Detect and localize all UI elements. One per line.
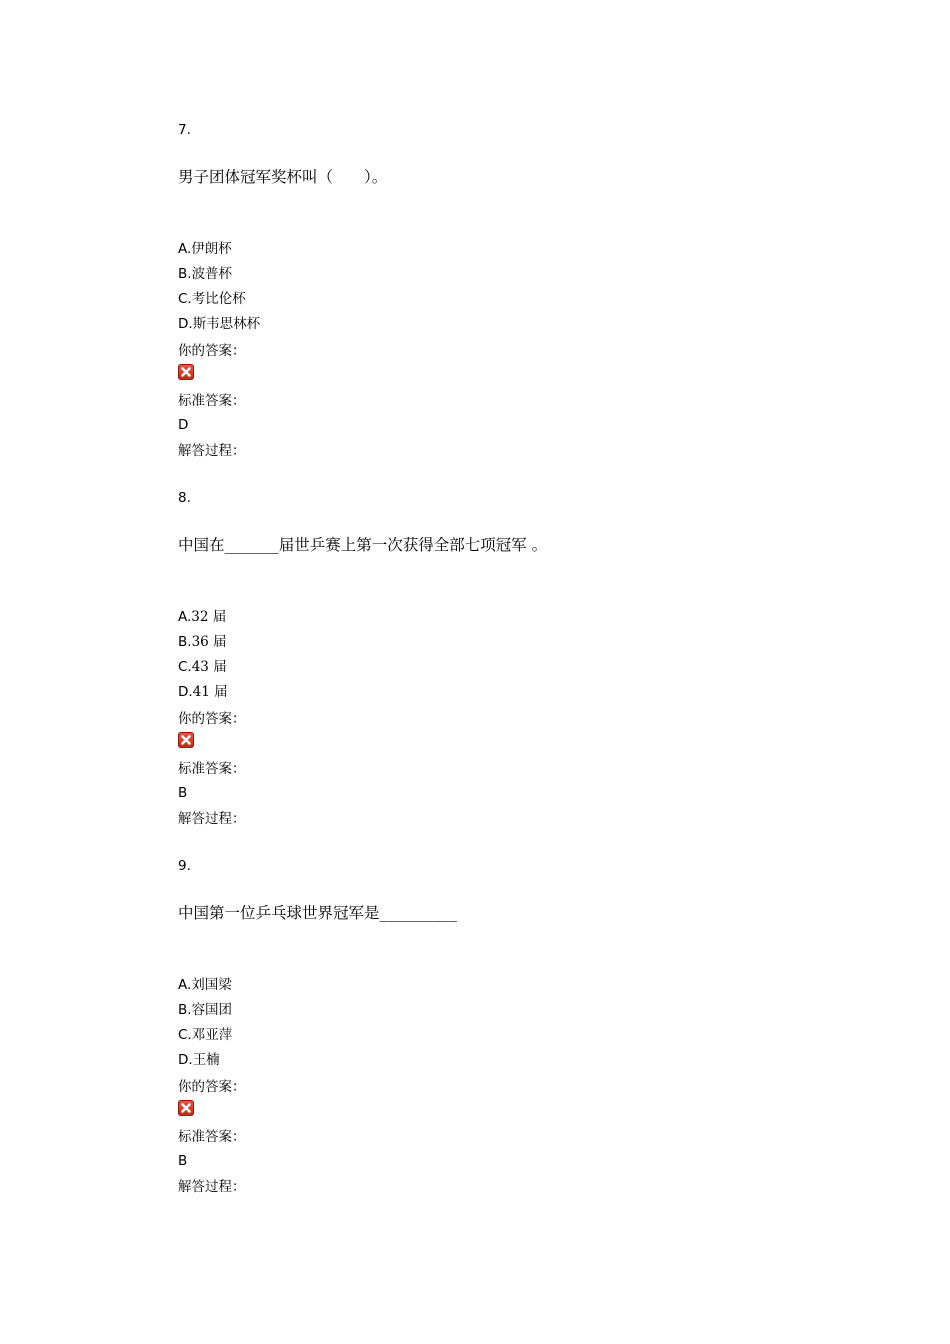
option-d: D.斯韦思林杯	[178, 316, 261, 332]
question-number: 8.	[178, 490, 191, 506]
option-b: B.36 届	[178, 634, 227, 650]
option-b: B.波普杯	[178, 266, 233, 282]
wrong-x-icon	[178, 364, 194, 380]
wrong-x-icon	[178, 1100, 194, 1116]
wrong-x-icon	[178, 732, 194, 748]
option-c: C.43 届	[178, 659, 227, 675]
question-number: 7.	[178, 122, 191, 138]
option-c: C.考比伦杯	[178, 291, 246, 307]
option-d: D.41 届	[178, 684, 228, 700]
standard-answer-label: 标准答案：	[178, 1129, 246, 1145]
options-list	[178, 607, 228, 707]
options-list	[178, 239, 260, 339]
your-answer-label: 你的答案：	[178, 1079, 246, 1095]
option-a: A.32 届	[178, 609, 227, 625]
standard-answer-value: B	[178, 785, 188, 801]
standard-answer-label: 标准答案：	[178, 761, 246, 777]
option-a: A.刘国梁	[178, 977, 232, 993]
option-d: D.王楠	[178, 1052, 220, 1068]
question-stem: 男子团体冠军奖杯叫（ ）。	[178, 168, 388, 186]
standard-answer-value: D	[178, 417, 189, 433]
your-answer-label: 你的答案：	[178, 343, 246, 359]
standard-answer-label: 标准答案：	[178, 393, 246, 409]
option-a: A.伊朗杯	[178, 241, 232, 257]
option-c: C.邓亚萍	[178, 1027, 233, 1043]
solution-process-label: 解答过程：	[178, 443, 246, 459]
your-answer-label: 你的答案：	[178, 711, 246, 727]
solution-process-label: 解答过程：	[178, 1179, 246, 1195]
option-b: B.容国团	[178, 1002, 233, 1018]
options-list	[178, 975, 232, 1075]
standard-answer-value: B	[178, 1153, 188, 1169]
question-stem: 中国第一位乒乓球世界冠军是__________	[178, 904, 458, 922]
solution-process-label: 解答过程：	[178, 811, 246, 827]
question-number: 9.	[178, 858, 191, 874]
question-stem: 中国在_______届世乒赛上第一次获得全部七项冠军 。	[178, 536, 548, 554]
